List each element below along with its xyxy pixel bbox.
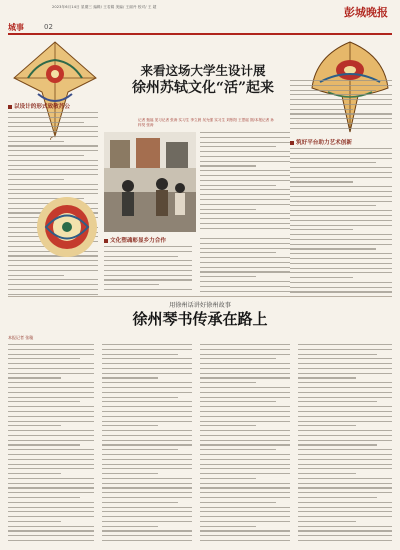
date-line: 2023年6月14日 星期三 编辑/ 王若娟 美编/ 王丽丹 校对/ 王 超 bbox=[52, 5, 157, 9]
story1-column-6 bbox=[290, 80, 392, 134]
story2-kicker: 用徐州话讲好徐州故事 bbox=[169, 302, 231, 309]
kite-photo bbox=[36, 196, 98, 258]
header-rule bbox=[8, 33, 392, 35]
story2-title: 徐州琴书传承在路上 bbox=[132, 310, 268, 328]
headline-line-1: 来看这场大学生设计展 bbox=[140, 63, 266, 78]
page-number: 02 bbox=[44, 23, 53, 31]
story2-byline: 本报记者 张璇 bbox=[8, 335, 34, 340]
headline-line-2: 徐州苏轼文化“活”起来 bbox=[131, 80, 275, 96]
newspaper-brand: 彭城晚报 bbox=[344, 6, 388, 19]
story1-column-4 bbox=[200, 238, 290, 294]
story2-column-4 bbox=[298, 344, 392, 544]
subhead-2: 文化塑魂彰显乡力合作 bbox=[104, 236, 166, 244]
story1-column-3 bbox=[104, 246, 192, 294]
page-header bbox=[0, 0, 400, 30]
story2-column-3 bbox=[200, 344, 290, 544]
story2-headline bbox=[8, 300, 392, 329]
main-headline bbox=[100, 62, 306, 98]
exhibition-photo-1 bbox=[104, 132, 196, 232]
story2-column-1 bbox=[8, 344, 94, 544]
story1-column-5 bbox=[290, 148, 392, 294]
subhead-1: 以设计的形式致敬苏公 bbox=[8, 102, 70, 110]
story1-column-2-top bbox=[200, 132, 290, 232]
subhead-3: 筑好平台助力艺术创新 bbox=[290, 138, 352, 146]
story-divider bbox=[8, 296, 392, 297]
section-name: 城事 bbox=[8, 23, 24, 32]
story1-byline: 记者 甄福 见习记者 张涛 实习生 李立晨 吴允强 实习生 刘彤阳 王思瑶 图/本报记者 孙梓昊 张涛 bbox=[138, 118, 274, 127]
story2-column-2 bbox=[102, 344, 192, 544]
